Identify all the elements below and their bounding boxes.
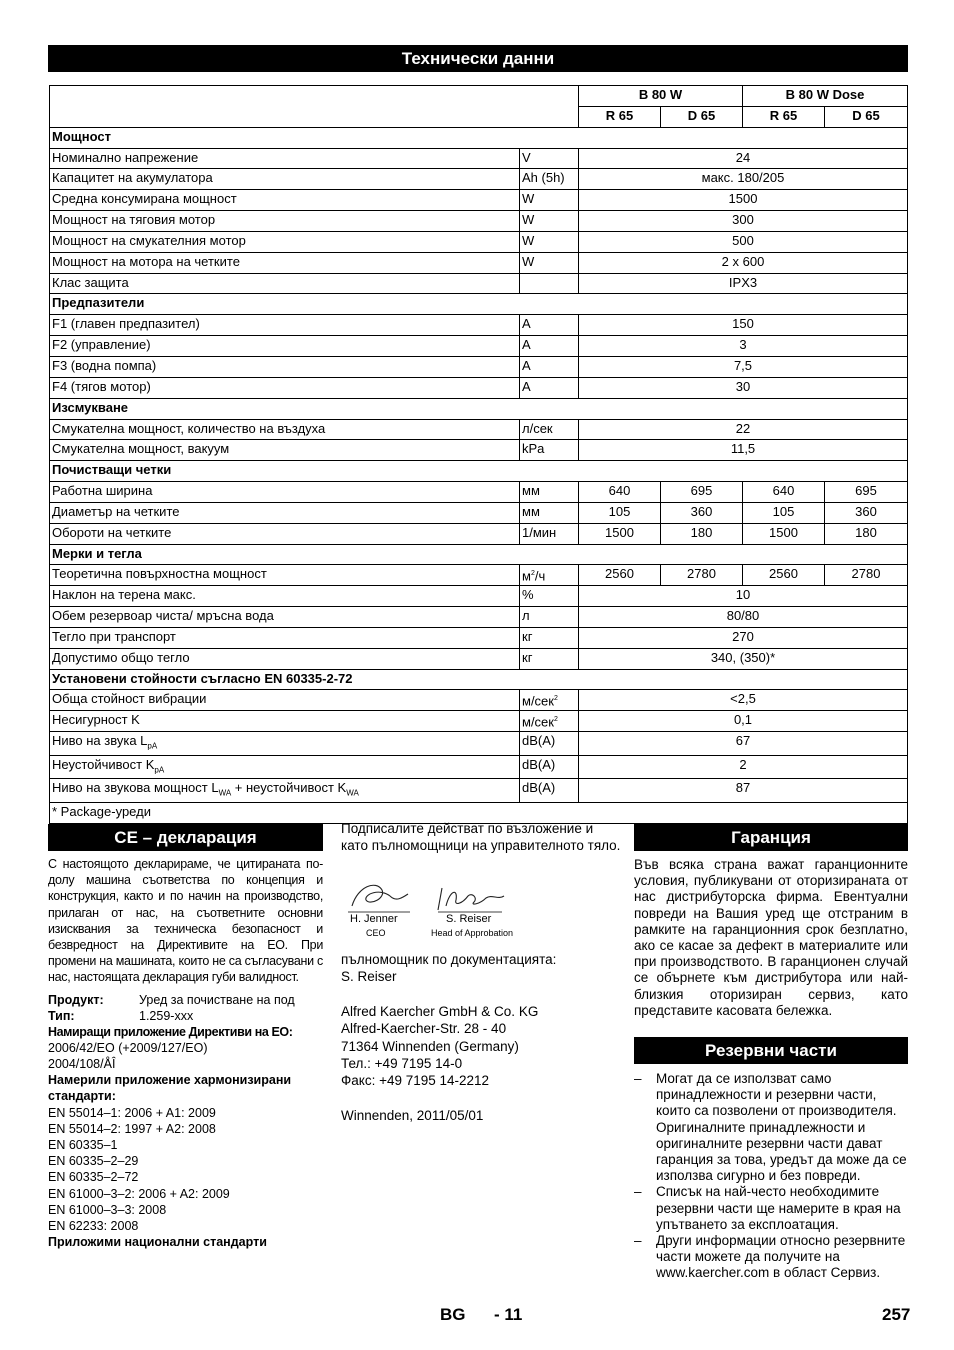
signer2-role: Head of Approbation: [431, 928, 514, 938]
row-value: 10: [579, 586, 908, 607]
table-row: [50, 211, 908, 232]
row-value: 80/80: [579, 607, 908, 628]
list-item: – Други информации относно резервните части можете да получите на www.kaercher.com в област Сервиз.: [634, 1233, 906, 1281]
row-value: 0,1: [579, 711, 908, 732]
warranty-text: Във всяка страна важат гаранционните условия, публикувани от оторизираната от нас дистрибуторска фирма. Евентуални повреди на Вашия уред ще отстраним в рамките на гаранционния срок безплатно, ако се касае за дефект в материалите или при производството. В гаранционен случай се обърнете към дистрибутора или най-близкия оторизиран сервиз, като представите касовата бележка.: [634, 857, 908, 1018]
signer-contact: [341, 951, 621, 1124]
signature-jenner: [352, 885, 408, 906]
row-value: <2,5: [579, 690, 908, 711]
directives-label: Намиращи приложение Директиви на ЕО:: [48, 1024, 293, 1039]
row-label: Мощност на смукателния мотор: [50, 231, 520, 252]
warranty-heading: Гаранция: [634, 824, 908, 851]
sub-header: R 65: [579, 106, 661, 127]
row-value: 270: [579, 627, 908, 648]
row-unit: V: [520, 148, 579, 169]
ce-declaration-heading: CE – декларация: [48, 824, 323, 851]
row-unit: W: [520, 231, 579, 252]
row-value: 360: [825, 502, 908, 523]
row-label: Несигурност K: [50, 711, 520, 732]
row-value: 180: [661, 523, 743, 544]
row-label: Номинално напрежение: [50, 148, 520, 169]
signatures-image: [346, 876, 516, 916]
table-row: [50, 377, 908, 398]
row-value: 3: [579, 336, 908, 357]
table-row: [50, 523, 908, 544]
table-row: [50, 440, 908, 461]
table-section-row: [50, 669, 908, 690]
group-header: B 80 W Dose: [743, 86, 908, 107]
row-unit: $м^2/ч$: [520, 565, 579, 586]
table-row: [50, 565, 908, 586]
row-value: 500: [579, 231, 908, 252]
row-label: Тегло при транспорт: [50, 627, 520, 648]
row-label: Капацитет на акумулатора: [50, 169, 520, 190]
row-value: 695: [661, 482, 743, 503]
row-value: 1500: [579, 190, 908, 211]
sub-header: D 65: [661, 106, 743, 127]
row-unit: кг: [520, 648, 579, 669]
table-row: [50, 273, 908, 294]
table-row: [50, 648, 908, 669]
row-label: Смукателна мощност, количество на въздуха: [50, 419, 520, 440]
row-value: 105: [579, 502, 661, 523]
row-unit: м/сек$^2$: [520, 690, 579, 711]
row-value: 180: [825, 523, 908, 544]
table-row: [50, 231, 908, 252]
type-value: 1.259-xxx: [139, 1008, 194, 1023]
national-standards-label: Приложими национални стандарти: [48, 1235, 267, 1250]
company-street: Alfred-Kaercher-Str. 28 - 40: [341, 1021, 507, 1037]
spare-part-text: Списък на най-често необходимите резервни части ще намерите в края на упътването за експлоатация.: [656, 1184, 901, 1232]
product-label: Продукт:: [48, 992, 104, 1007]
row-label: F1 (главен предпазител): [50, 315, 520, 336]
table-row: [50, 755, 908, 779]
standard-item: EN 60335–2–72: [48, 1170, 139, 1185]
row-label: Ниво на звукова мощност $L_{WA}$ + неустойчивост $K_{WA}$: [50, 779, 520, 803]
sub-header: R 65: [743, 106, 825, 127]
row-unit: мм: [520, 482, 579, 503]
row-label: F2 (управление): [50, 336, 520, 357]
standard-item: EN 60335–1: [48, 1138, 118, 1153]
table-row: [50, 607, 908, 628]
row-value: IPX3: [579, 273, 908, 294]
table-row: [50, 336, 908, 357]
row-label: Смукателна мощност, вакуум: [50, 440, 520, 461]
table-header-row: [50, 86, 908, 107]
row-unit: [520, 273, 579, 294]
row-value: 2: [579, 755, 908, 779]
table-row: [50, 419, 908, 440]
row-label: F4 (тягов мотор): [50, 377, 520, 398]
standard-item: EN 55014–1: 2006 + A1: 2009: [48, 1105, 216, 1120]
standard-item: EN 55014–2: 1997 + A2: 2008: [48, 1121, 216, 1136]
row-label: Ниво на звука $L_{pA}$: [50, 732, 520, 756]
table-row: [50, 315, 908, 336]
row-unit: л/сек: [520, 419, 579, 440]
signer1-name: H. Jenner: [350, 913, 398, 925]
type-label: Тип:: [48, 1008, 75, 1023]
signer1-role: CEO: [366, 928, 386, 938]
row-label: Средна консумирана мощност: [50, 190, 520, 211]
row-label: Работна ширина: [50, 482, 520, 503]
technical-data-table: [49, 85, 908, 824]
ce-declaration: [48, 856, 323, 1250]
row-label: Обем резервоар чиста/ мръсна вода: [50, 607, 520, 628]
signature-reiser: [438, 888, 504, 910]
table-section-row: [50, 127, 908, 148]
table-section-row: [50, 461, 908, 482]
product-info: [48, 992, 323, 1024]
row-unit: A: [520, 356, 579, 377]
row-label: Допустимо общо тегло: [50, 648, 520, 669]
section-label: Почистващи четки: [50, 461, 908, 482]
section-label: Мощност: [50, 127, 908, 148]
row-value: 340, (350)*: [579, 648, 908, 669]
row-value: 67: [579, 732, 908, 756]
standard-item: EN 61000–3–3: 2008: [48, 1202, 167, 1217]
spare-part-text: Могат да се използват само принадлежности и резервни части, които са позволени от производителя. Оригиналните принадлежности и оригиналните резервни части дават гаранция за това, уредът да може да се използва сигурно и без повреди.: [656, 1071, 907, 1184]
section-label: Изсмукване: [50, 398, 908, 419]
row-value: 2780: [661, 565, 743, 586]
proxy-name: S. Reiser: [341, 969, 397, 985]
ce-intro: С настоящото декларираме, че цитираната по-долу машина съответства по концепция и конструкция, както и по начин на производство, прилаган от нас, на съответните основни изисквания за техническа безопасност и безвредност на Директивите на ЕО. При промени на машината, които не са съгласувани с нас, настоящата декларация губи валидност.: [48, 857, 323, 985]
row-value: 640: [579, 482, 661, 503]
sub-header: D 65: [825, 106, 908, 127]
row-unit: A: [520, 315, 579, 336]
row-label: Мощност на мотора на четките: [50, 252, 520, 273]
table-row: [50, 586, 908, 607]
row-label: Мощност на тяговия мотор: [50, 211, 520, 232]
row-value: 22: [579, 419, 908, 440]
row-unit: м/сек$^2$: [520, 711, 579, 732]
group-header: B 80 W: [579, 86, 743, 107]
section-label: Мерки и тегла: [50, 544, 908, 565]
list-item: – Могат да се използват само принадлежности и резервни части, които са позволени от производителя. Оригиналните принадлежности и оригиналните резервни части дават гаранция за това, уредът да може да се използва сигурно и без повреди.: [634, 1071, 907, 1184]
standard-item: EN 60335–2–29: [48, 1154, 139, 1169]
row-label: Диаметър на четките: [50, 502, 520, 523]
table-section-row: [50, 544, 908, 565]
page-title: Технически данни: [48, 45, 908, 72]
row-value: 2 x 600: [579, 252, 908, 273]
row-value: 30: [579, 377, 908, 398]
row-unit: dB(A): [520, 732, 579, 756]
row-label: Обща стойност вибрации: [50, 690, 520, 711]
table-row: [50, 627, 908, 648]
list-item: – Списък на най-често необходимите резервни части ще намерите в края на упътването за експлоатация.: [634, 1184, 901, 1232]
row-label: Теоретична повърхностна мощност: [50, 565, 520, 586]
product-value: Уред за почистване на под: [139, 992, 295, 1007]
proxy-label: пълномощник по документацията:: [341, 952, 557, 967]
table-row: [50, 711, 908, 732]
row-unit: dB(A): [520, 755, 579, 779]
signers-intro: Подписалите действат по възложение и като пълномощници на управителното тяло.: [341, 821, 621, 853]
footer-language: BG: [440, 1305, 466, 1324]
row-value: 695: [825, 482, 908, 503]
row-value: 300: [579, 211, 908, 232]
table-section-row: [50, 398, 908, 419]
section-label: Установени стойности съгласно EN 60335-2-72: [50, 669, 908, 690]
row-label: Обороти на четките: [50, 523, 520, 544]
row-value: 1500: [579, 523, 661, 544]
row-label: F3 (водна помпа): [50, 356, 520, 377]
spare-parts-list: [634, 1071, 908, 1282]
table-row: [50, 252, 908, 273]
row-value: 360: [661, 502, 743, 523]
row-unit: W: [520, 190, 579, 211]
table-row: [50, 169, 908, 190]
table-section-row: [50, 294, 908, 315]
table-row: [50, 779, 908, 803]
row-unit: kPa: [520, 440, 579, 461]
place-date: Winnenden, 2011/05/01: [341, 1107, 484, 1123]
row-unit: 1/мин: [520, 523, 579, 544]
row-label: Клас защита: [50, 273, 520, 294]
row-unit: Ah (5h): [520, 169, 579, 190]
row-unit: W: [520, 252, 579, 273]
row-value: макс. 180/205: [579, 169, 908, 190]
row-label: Неустойчивост $K_{pA}$: [50, 755, 520, 779]
row-label: Наклон на терена макс.: [50, 586, 520, 607]
spare-parts-heading: Резервни части: [634, 1037, 908, 1064]
table-row: [50, 356, 908, 377]
company-name: Alfred Kaercher GmbH & Co. KG: [341, 1003, 539, 1019]
row-value: 105: [743, 502, 825, 523]
standard-item: EN 62233: 2008: [48, 1219, 139, 1234]
row-unit: W: [520, 211, 579, 232]
signer2-name: S. Reiser: [446, 913, 492, 925]
table-row: [50, 190, 908, 211]
footer-local-page: - 11: [494, 1305, 523, 1324]
row-value: 2560: [743, 565, 825, 586]
footer-page-number: 257: [882, 1305, 911, 1324]
table-row: [50, 690, 908, 711]
table-row: [50, 148, 908, 169]
row-unit: A: [520, 377, 579, 398]
row-unit: %: [520, 586, 579, 607]
standard-item: EN 61000–3–2: 2006 + A2: 2009: [48, 1186, 230, 1201]
row-value: 1500: [743, 523, 825, 544]
row-value: 87: [579, 779, 908, 803]
row-unit: мм: [520, 502, 579, 523]
table-subheader-row: [50, 106, 908, 127]
harmonized-label: Намерили приложение хармонизирани стандарти:: [48, 1073, 292, 1104]
row-unit: dB(A): [520, 779, 579, 803]
directive-item: 2004/108/ÅÎ: [48, 1057, 116, 1072]
row-unit: A: [520, 336, 579, 357]
row-unit: кг: [520, 627, 579, 648]
table-row: [50, 482, 908, 503]
row-value: 2560: [579, 565, 661, 586]
company-phone: Тел.: +49 7195 14-0: [341, 1056, 463, 1072]
row-value: 150: [579, 315, 908, 336]
table-row: [50, 502, 908, 523]
row-value: 11,5: [579, 440, 908, 461]
spare-part-text: Други информации относно резервните части можете да получите на www.kaercher.com в област Сервиз.: [656, 1233, 906, 1281]
row-value: 2780: [825, 565, 908, 586]
row-unit: л: [520, 607, 579, 628]
section-label: Предпазители: [50, 294, 908, 315]
table-footnote: * Package-уреди: [50, 802, 908, 823]
row-value: 640: [743, 482, 825, 503]
row-value: 7,5: [579, 356, 908, 377]
table-row: [50, 732, 908, 756]
company-city: 71364 Winnenden (Germany): [341, 1038, 519, 1054]
directive-item: 2006/42/ЕО (+2009/127/EО): [48, 1040, 208, 1055]
company-fax: Факс: +49 7195 14-2212: [341, 1073, 490, 1089]
row-value: 24: [579, 148, 908, 169]
